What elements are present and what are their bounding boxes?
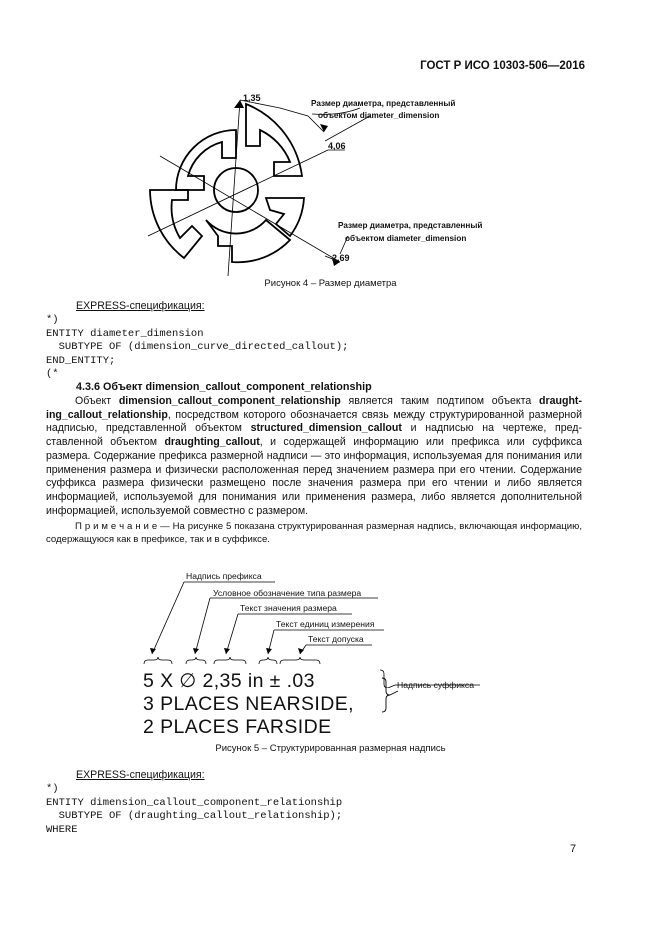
para-text: является таким подтипом объекта bbox=[340, 395, 540, 407]
express-code-1: *) ENTITY diameter_dimension SUBTYPE OF (dimension_curve_directed_callout); END_ENTITY; (* bbox=[46, 314, 349, 380]
entity-name: draughting_callout bbox=[164, 436, 260, 449]
sector-top-left bbox=[176, 130, 236, 190]
callout-line-1: 5 X ∅ 2,35 in ± .03 bbox=[143, 670, 315, 692]
para-text: , и содержащей информацию или префикса или суффикса размера. Содержание префикса размерной надписи — это информация, используемая для понимания или применения размера и физически расположенная перед значением размера при его чтении. Содержание суффикса размера физически размещено после значения размера при его чтении и либо является информацией, используемой для понимания или применения размера, либо является дополнительной информацией, используемой совместно с размером. bbox=[46, 436, 582, 517]
suffix-brace bbox=[380, 676, 400, 716]
label-tolerance-text: Текст допуска bbox=[308, 634, 364, 644]
para-text: , посредством которого обозначается связь между структурированной размерной надписью, представленной объектом bbox=[46, 408, 582, 435]
label-units-text: Текст единиц измерения bbox=[276, 619, 375, 629]
express-title-2: EXPRESS-спецификация: bbox=[76, 769, 205, 781]
page-number: 7 bbox=[570, 843, 577, 855]
para-text: и надписью на чертеже, представленной объектом bbox=[46, 422, 582, 449]
section-heading: 4.3.6 Объект dimension_callout_component_relationship bbox=[76, 381, 372, 393]
sector-right bbox=[266, 198, 304, 236]
dimension-bottom: 2,69 bbox=[332, 253, 350, 263]
figure-5-caption: Рисунок 5 – Структурированная размерная надпись bbox=[215, 743, 446, 754]
para-text: Объект bbox=[75, 395, 119, 407]
callout-top-line1: Размер диаметра, представленный bbox=[311, 99, 456, 108]
callout-bottom-line1: Размер диаметра, представленный bbox=[338, 221, 483, 230]
sector-left bbox=[150, 190, 202, 258]
note-text: — На рисунке 5 показана структурированная размерная надпись, включающая информацию, содержащуюся как в префиксе, так и в суффиксе. bbox=[46, 521, 583, 545]
figure-4-caption: Рисунок 4 – Размер диаметра bbox=[264, 278, 397, 289]
callout-top-line2: объектом diameter_dimension bbox=[318, 111, 440, 120]
label-value-text: Текст значения размера bbox=[240, 603, 337, 613]
entity-name: draughting_callout_relationship bbox=[46, 395, 582, 421]
note-label: П р и м е ч а н и е bbox=[75, 521, 158, 532]
express-code-2: *) ENTITY dimension_callout_component_relationship SUBTYPE OF (draughting_callout_relationship); WHERE bbox=[46, 783, 343, 836]
center-circle bbox=[214, 168, 258, 212]
entity-name: dimension_callout_component_relationship bbox=[118, 395, 341, 407]
note bbox=[46, 521, 582, 546]
dimension-right: 4,06 bbox=[328, 141, 346, 151]
callout-bottom-line2: объектом diameter_dimension bbox=[345, 234, 467, 243]
dimension-top: 1,35 bbox=[243, 93, 261, 103]
sector-top-right bbox=[246, 104, 302, 176]
express-title-1: EXPRESS-спецификация: bbox=[76, 300, 205, 312]
section-paragraph bbox=[46, 395, 582, 518]
document-header: ГОСТ Р ИСО 10303-506—2016 bbox=[420, 60, 585, 72]
entity-name: structured_dimension_callout bbox=[250, 422, 402, 435]
callout-line-2: 3 PLACES NEARSIDE, bbox=[143, 693, 354, 715]
label-suffix: Надпись суффикса bbox=[397, 680, 474, 690]
label-symbol-type: Условное обозначение типа размера bbox=[213, 588, 362, 598]
label-prefix: Надпись префикса bbox=[186, 571, 262, 581]
callout-line-3: 2 PLACES FARSIDE bbox=[143, 716, 332, 738]
